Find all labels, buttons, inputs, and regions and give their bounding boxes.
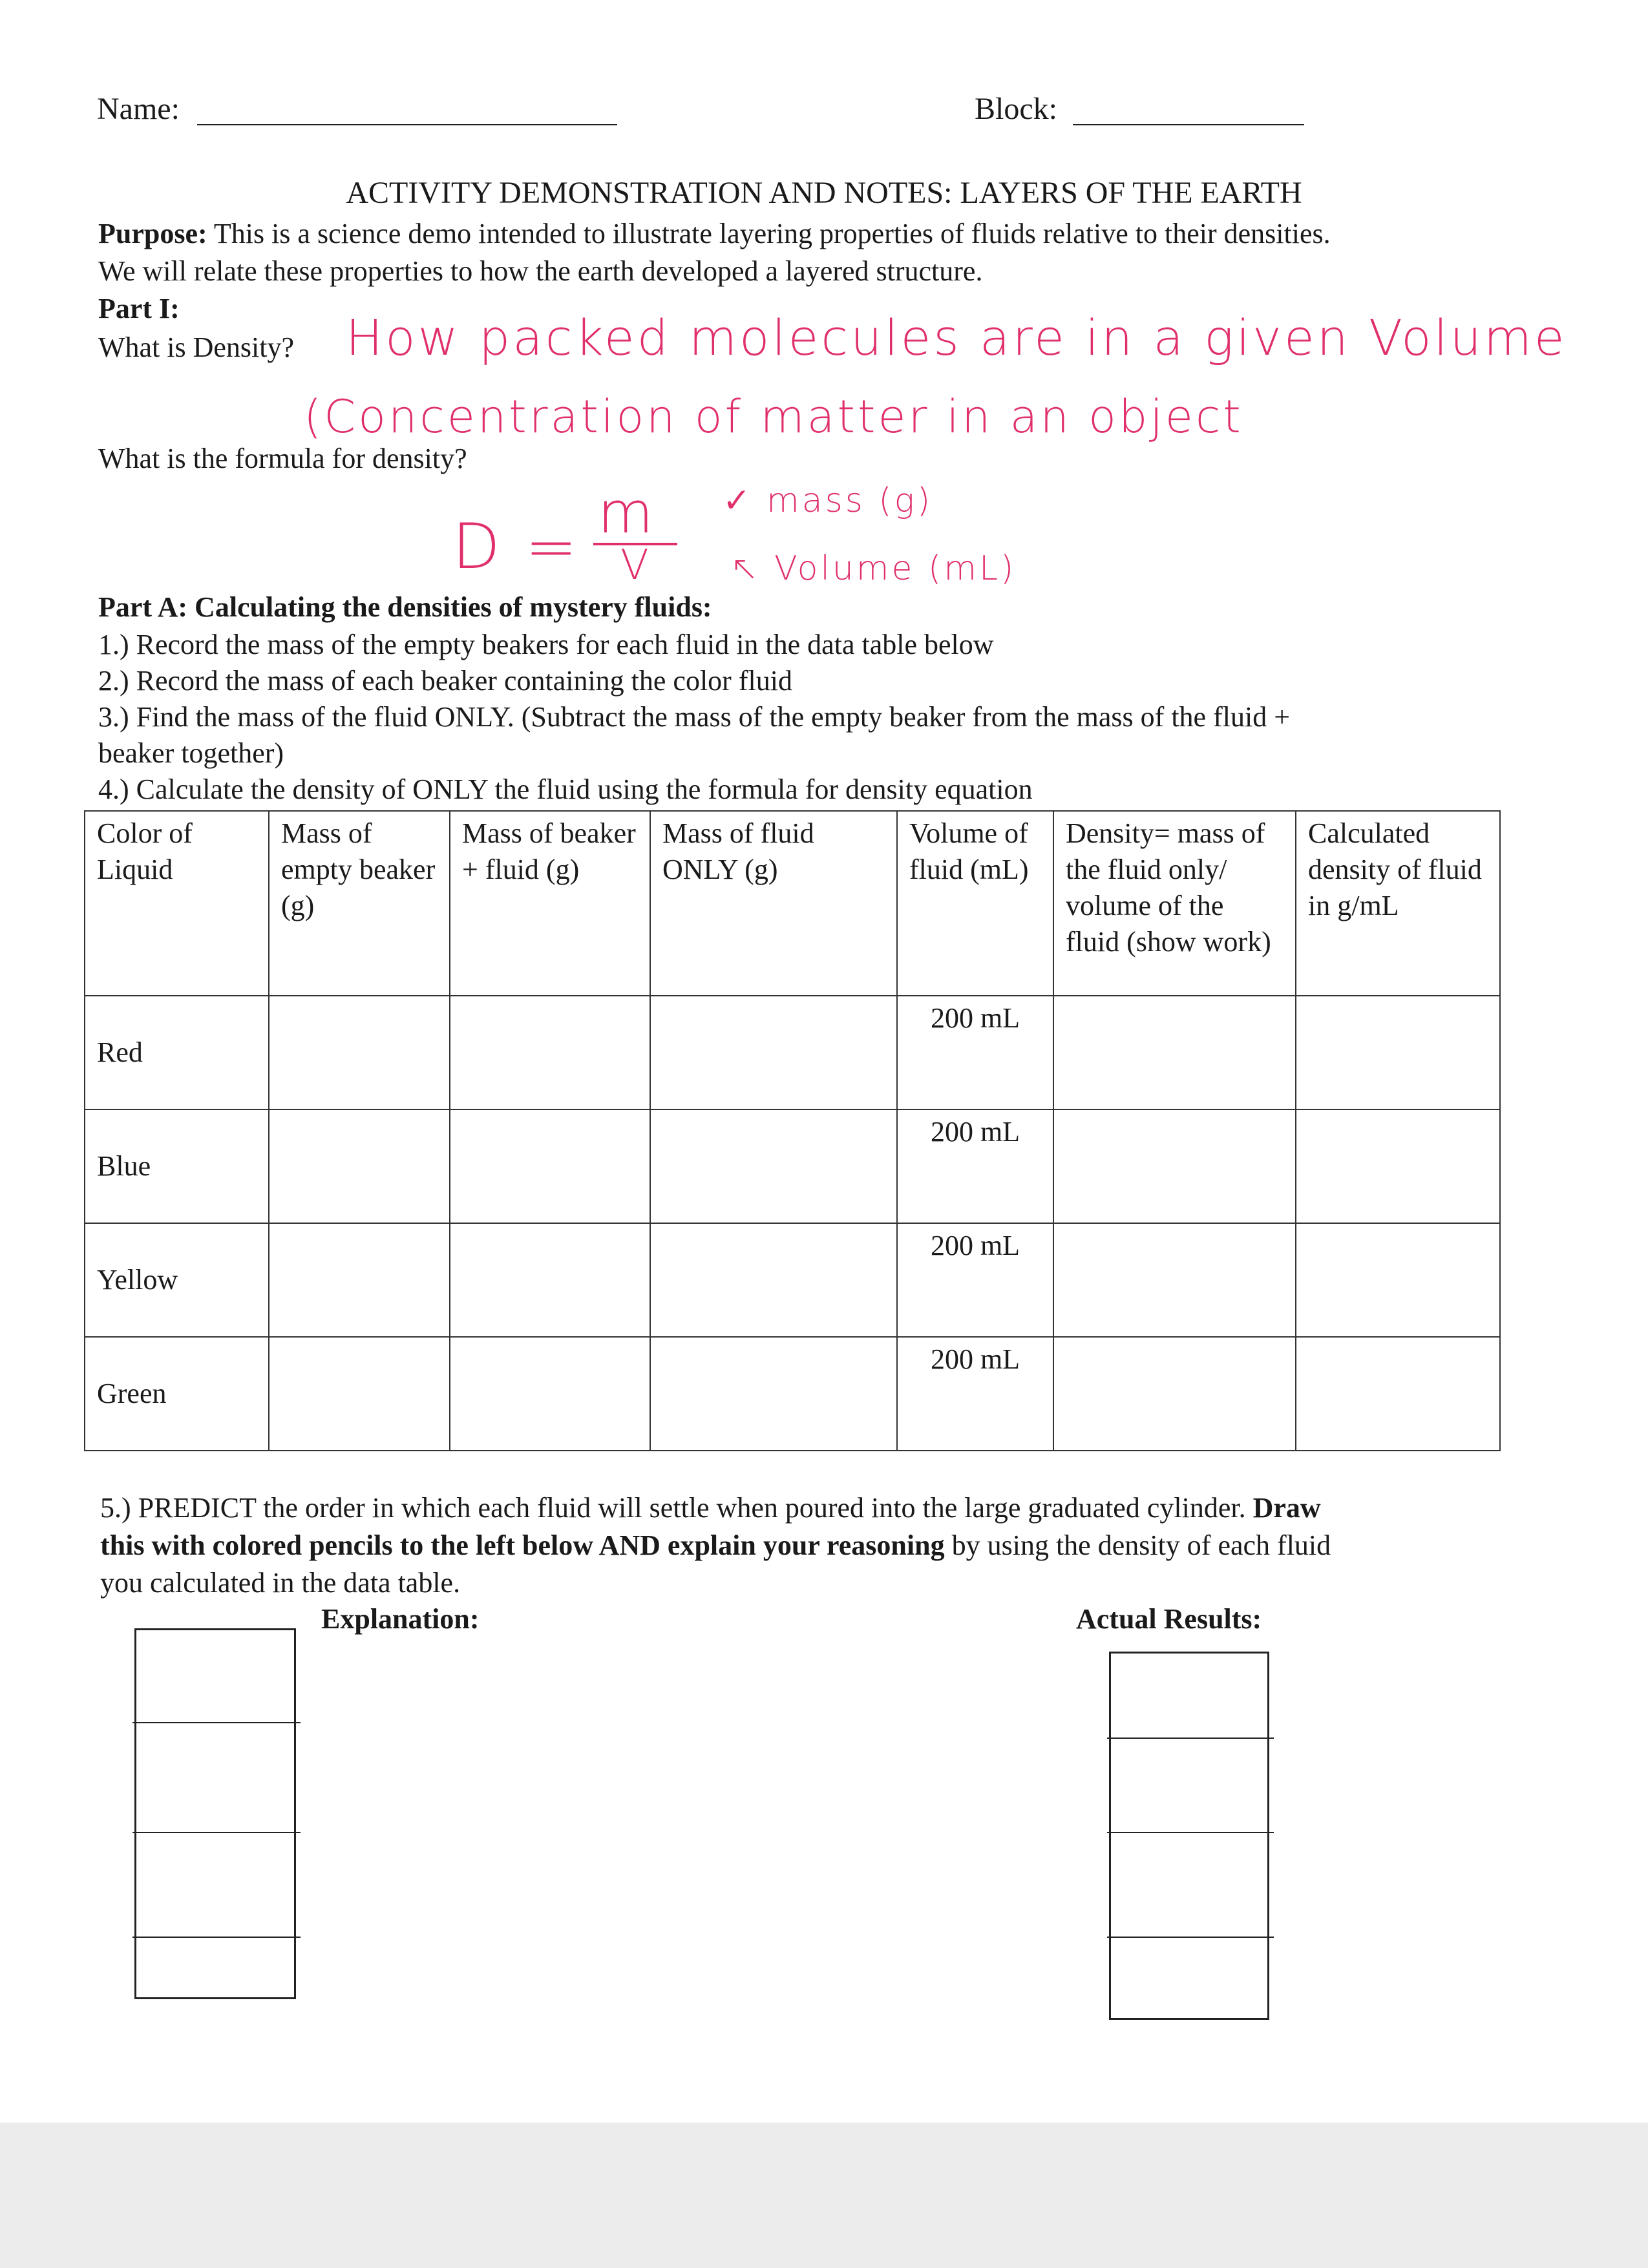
volume-value: 200 mL (930, 1002, 1020, 1034)
cell-fluid-mass[interactable] (650, 1337, 897, 1451)
cell-density-work[interactable] (1053, 1109, 1296, 1223)
header-fluid-mass: Mass of fluid ONLY (g) (650, 811, 897, 996)
cell-density-work[interactable] (1053, 1223, 1296, 1337)
actual-layer-divider (1107, 1832, 1274, 1833)
header-calculated-density: Calculated density of fluid in g/mL (1296, 811, 1500, 996)
header-empty-mass: Mass of empty beaker (g) (269, 811, 450, 996)
header-beaker-fluid-mass: Mass of beaker + fluid (g) (450, 811, 650, 996)
cell-empty-mass[interactable] (269, 996, 450, 1109)
partA-step-2: 2.) Record the mass of each beaker containing the color fluid (98, 665, 792, 697)
step5-line-1 (100, 1490, 1321, 1526)
purpose-line-1 (98, 216, 1331, 252)
cell-beaker-fluid-mass[interactable] (450, 1337, 650, 1451)
prediction-layer-divider (132, 1937, 301, 1938)
density-answer-line-1: How packed molecules are in a given Volume (346, 309, 1567, 366)
cell-beaker-fluid-mass[interactable] (450, 1109, 650, 1223)
formula-volume-note: ↖ Volume (mL) (730, 549, 1017, 588)
partA-heading: Part A: Calculating the densities of mystery fluids: (98, 591, 712, 623)
actual-layer-divider (1107, 1937, 1274, 1938)
partA-step-3: 3.) Find the mass of the fluid ONLY. (Subtract the mass of the empty beaker from the mass of the fluid + (98, 701, 1291, 733)
volume-value: 200 mL (930, 1230, 1020, 1261)
page-title: ACTIVITY DEMONSTRATION AND NOTES: LAYERS OF THE EARTH (346, 176, 1302, 210)
volume-value: 200 mL (930, 1116, 1020, 1148)
step5-line-2 (100, 1528, 1331, 1564)
cell-fluid-mass[interactable] (650, 1109, 897, 1223)
purpose-text-1: This is a science demo intended to illustrate layering properties of fluids relative to their densities. (207, 218, 1331, 249)
cell-empty-mass[interactable] (269, 1223, 450, 1337)
cell-volume (897, 1337, 1053, 1451)
formula-denominator: V (620, 541, 651, 589)
table-header-row (85, 811, 1500, 996)
explanation-area[interactable] (321, 1641, 1032, 2003)
row-color-green: Green (85, 1337, 269, 1451)
actual-layer-divider (1107, 1738, 1274, 1739)
cell-density-work[interactable] (1053, 996, 1296, 1109)
mass-note-text: mass (g) (766, 481, 933, 520)
actual-results-label: Actual Results: (1076, 1603, 1262, 1635)
block-field[interactable] (1073, 124, 1304, 125)
partA-step-4: 4.) Calculate the density of ONLY the fluid using the formula for density equation (98, 773, 1033, 805)
density-answer-line-2: (Concentration of matter in an object (304, 390, 1243, 443)
header-density-work: Density= mass of the fluid only/ volume of the fluid (show work) (1053, 811, 1296, 996)
table-row (85, 1223, 1500, 1337)
step5-bold-2: this with colored pencils to the left below AND explain your reasoning (100, 1529, 945, 1561)
table-row (85, 1337, 1500, 1451)
header-color: Color of Liquid (85, 811, 269, 996)
cell-calculated-density[interactable] (1296, 1337, 1500, 1451)
formula-mass-note: ✓ mass (g) (723, 481, 933, 520)
step5-bold-1: Draw (1252, 1492, 1321, 1524)
table-row (85, 1109, 1500, 1223)
prediction-layer-divider (132, 1832, 301, 1833)
cell-volume (897, 1109, 1053, 1223)
step5-text-2: by using the density of each fluid (944, 1529, 1331, 1561)
table-row (85, 996, 1500, 1109)
part1-heading: Part I: (98, 293, 180, 324)
formula-lhs: D = (452, 510, 580, 583)
row-color-yellow: Yellow (85, 1223, 269, 1337)
cell-calculated-density[interactable] (1296, 1223, 1500, 1337)
volume-note-text: Volume (mL) (774, 549, 1017, 588)
cell-fluid-mass[interactable] (650, 996, 897, 1109)
purpose-line-2: We will relate these properties to how the earth developed a layered structure. (98, 255, 983, 287)
cell-empty-mass[interactable] (269, 1109, 450, 1223)
cell-density-work[interactable] (1053, 1337, 1296, 1451)
volume-value: 200 mL (930, 1343, 1020, 1375)
row-color-blue: Blue (85, 1109, 269, 1223)
block-label: Block: (975, 92, 1057, 126)
purpose-label: Purpose: (98, 218, 207, 249)
name-label: Name: (97, 92, 180, 126)
actual-results-cylinder[interactable] (1109, 1652, 1269, 2020)
row-color-red: Red (85, 996, 269, 1109)
density-question: What is Density? (98, 331, 295, 363)
prediction-layer-divider (132, 1722, 301, 1723)
cell-volume (897, 996, 1053, 1109)
name-field[interactable] (197, 124, 617, 125)
cell-empty-mass[interactable] (269, 1337, 450, 1451)
cell-calculated-density[interactable] (1296, 1109, 1500, 1223)
step5-text-1: 5.) PREDICT the order in which each fluid will settle when poured into the large graduated cylinder. (100, 1492, 1253, 1524)
header-volume: Volume of fluid (mL) (897, 811, 1053, 996)
partA-step-1: 1.) Record the mass of the empty beakers for each fluid in the data table below (98, 629, 994, 660)
cell-calculated-density[interactable] (1296, 996, 1500, 1109)
data-table (84, 810, 1501, 1451)
cell-beaker-fluid-mass[interactable] (450, 996, 650, 1109)
explanation-label: Explanation: (321, 1603, 480, 1635)
partA-step-3-cont: beaker together) (98, 737, 284, 769)
prediction-cylinder[interactable] (134, 1628, 296, 1999)
scan-margin (0, 2123, 1648, 2268)
formula-numerator: m (598, 479, 656, 546)
cell-fluid-mass[interactable] (650, 1223, 897, 1337)
cell-volume (897, 1223, 1053, 1337)
step5-line-3: you calculated in the data table. (100, 1567, 461, 1599)
formula-question: What is the formula for density? (98, 443, 467, 474)
cell-beaker-fluid-mass[interactable] (450, 1223, 650, 1337)
